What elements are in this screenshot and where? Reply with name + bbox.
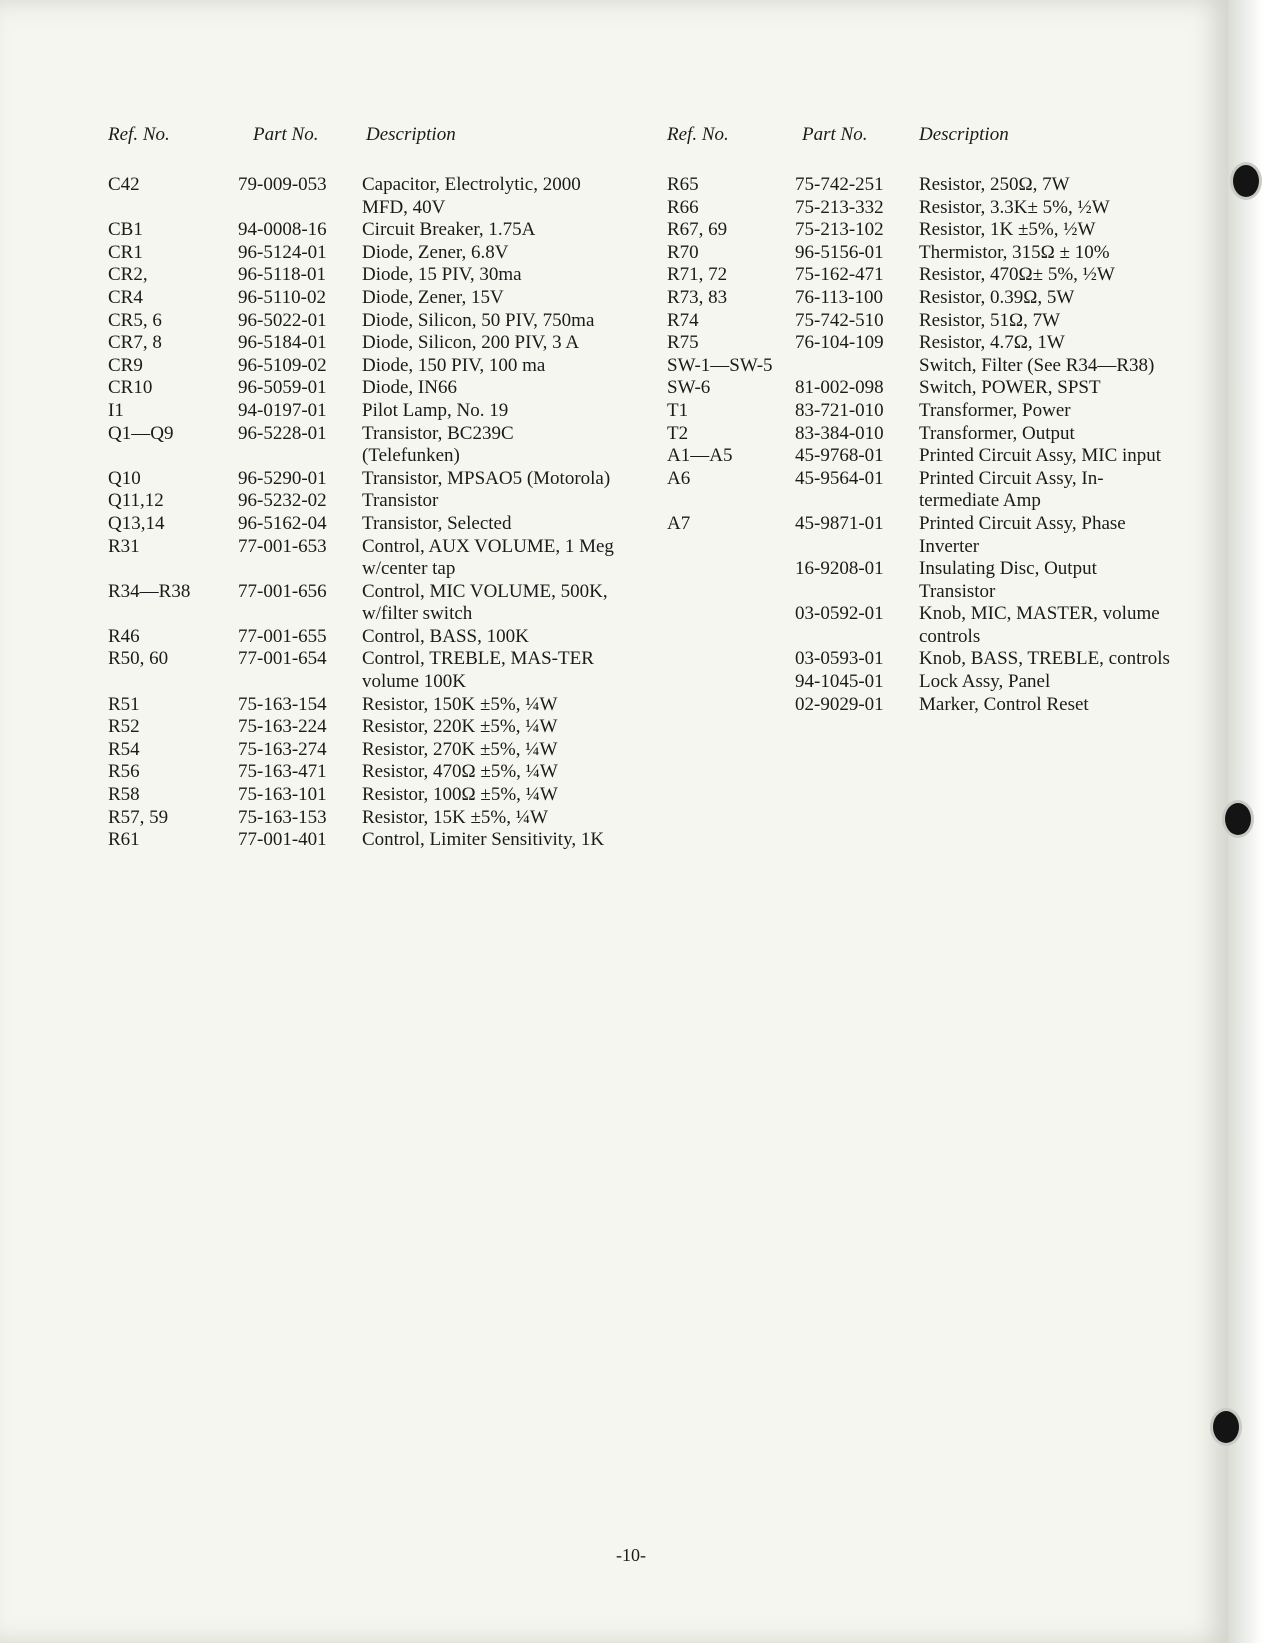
description-cell: Printed Circuit Assy, In-termediate Amp bbox=[919, 467, 1104, 512]
part-no-cell: 79-009-053 bbox=[238, 174, 327, 195]
table-row bbox=[108, 694, 616, 717]
description-cell: Resistor, 0.39Ω, 5W bbox=[919, 286, 1075, 308]
part-no-cell: 75-163-224 bbox=[238, 716, 327, 738]
ref-no-cell: CR7, 8 bbox=[108, 332, 162, 354]
ref-no-cell: R61 bbox=[108, 829, 140, 851]
table-row bbox=[667, 468, 1171, 513]
ref-no-header: Ref. No. bbox=[667, 124, 729, 145]
description-cell: Control, BASS, 100K bbox=[362, 625, 529, 647]
table-row bbox=[108, 739, 616, 762]
description-cell: Resistor, 51Ω, 7W bbox=[919, 309, 1061, 331]
part-no-cell: 94-0008-16 bbox=[238, 219, 327, 241]
description-cell: Transformer, Power bbox=[919, 399, 1071, 421]
table-row bbox=[108, 648, 616, 693]
description-cell: Resistor, 270K ±5%, ¼W bbox=[362, 738, 558, 760]
ref-no-cell: Q1—Q9 bbox=[108, 422, 174, 444]
description-cell: Resistor, 150K ±5%, ¼W bbox=[362, 693, 558, 715]
ref-no-cell: Q11,12 bbox=[108, 490, 164, 512]
table-row bbox=[667, 558, 1171, 603]
part-no-cell: 75-213-332 bbox=[795, 196, 884, 218]
part-no-cell: 76-113-100 bbox=[795, 286, 883, 308]
part-no-cell: 96-5059-01 bbox=[238, 377, 327, 399]
part-no-cell: 96-5118-01 bbox=[238, 264, 326, 286]
part-no-cell: 96-5228-01 bbox=[238, 422, 327, 444]
description-cell: Control, MIC VOLUME, 500K, w/filter switch bbox=[362, 580, 608, 625]
ref-no-cell: Q10 bbox=[108, 467, 141, 489]
description-cell: Printed Circuit Assy, MIC input bbox=[919, 445, 1162, 467]
table-row bbox=[667, 423, 1171, 446]
ref-no-cell: CR10 bbox=[108, 377, 153, 399]
description-header: Description bbox=[919, 124, 1009, 145]
table-row bbox=[108, 784, 616, 807]
part-no-cell: 75-742-251 bbox=[795, 174, 884, 195]
part-no-cell: 75-213-102 bbox=[795, 219, 884, 241]
description-cell: Diode, 150 PIV, 100 ma bbox=[362, 354, 546, 376]
part-no-cell: 77-001-401 bbox=[238, 829, 327, 851]
ref-no-cell: C42 bbox=[108, 174, 140, 195]
parts-list-right bbox=[667, 174, 1171, 716]
description-cell: Resistor, 15K ±5%, ¼W bbox=[362, 806, 548, 828]
ref-no-cell: R57, 59 bbox=[108, 806, 169, 828]
table-row bbox=[108, 581, 616, 626]
ref-no-cell: CR1 bbox=[108, 241, 143, 263]
table-row bbox=[108, 513, 616, 536]
part-no-cell: 76-104-109 bbox=[795, 332, 884, 354]
table-row bbox=[108, 716, 616, 739]
description-cell: Resistor, 470Ω± 5%, ½W bbox=[919, 264, 1115, 286]
ref-no-cell: A6 bbox=[667, 467, 691, 489]
description-cell: Diode, Zener, 15V bbox=[362, 286, 504, 308]
table-row bbox=[667, 310, 1171, 333]
part-no-cell: 96-5162-04 bbox=[238, 512, 327, 534]
table-row bbox=[108, 468, 616, 491]
part-no-cell: 75-742-510 bbox=[795, 309, 884, 331]
description-cell: Transistor, Selected bbox=[362, 512, 512, 534]
ref-no-cell: R70 bbox=[667, 241, 699, 263]
ref-no-cell: CR2, bbox=[108, 264, 148, 286]
ref-no-cell: R71, 72 bbox=[667, 264, 728, 286]
ref-no-cell: CR9 bbox=[108, 354, 143, 376]
table-row bbox=[108, 242, 616, 265]
ref-no-cell: R73, 83 bbox=[667, 286, 728, 308]
table-row bbox=[108, 626, 616, 649]
table-row bbox=[108, 310, 616, 333]
part-no-cell: 96-5156-01 bbox=[795, 241, 884, 263]
description-cell: Diode, Silicon, 200 PIV, 3 A bbox=[362, 332, 580, 354]
table-row bbox=[108, 423, 616, 468]
part-no-cell: 02-9029-01 bbox=[795, 693, 884, 715]
description-cell: Transistor bbox=[362, 490, 439, 512]
part-no-cell: 75-163-274 bbox=[238, 738, 327, 760]
description-cell: Resistor, 4.7Ω, 1W bbox=[919, 332, 1065, 354]
ref-no-cell: R66 bbox=[667, 196, 699, 218]
part-no-cell: 75-163-471 bbox=[238, 761, 327, 783]
part-no-cell: 83-384-010 bbox=[795, 422, 884, 444]
parts-table-right bbox=[667, 120, 1171, 716]
ref-no-cell: SW-6 bbox=[667, 377, 711, 399]
part-no-cell: 45-9564-01 bbox=[795, 467, 884, 489]
table-row bbox=[667, 400, 1171, 423]
part-no-cell: 03-0592-01 bbox=[795, 603, 884, 625]
description-cell: Printed Circuit Assy, Phase Inverter bbox=[919, 512, 1126, 557]
parts-list-left bbox=[108, 174, 616, 852]
ref-no-cell: SW-1—SW-5 bbox=[667, 354, 773, 376]
description-cell: Pilot Lamp, No. 19 bbox=[362, 399, 509, 421]
ref-no-cell: R65 bbox=[667, 174, 699, 195]
description-header: Description bbox=[366, 124, 456, 145]
table-row bbox=[108, 287, 616, 310]
table-row bbox=[667, 264, 1171, 287]
ref-no-cell: A1—A5 bbox=[667, 445, 733, 467]
table-row bbox=[667, 174, 1171, 197]
ref-no-cell: R58 bbox=[108, 784, 140, 806]
table-row bbox=[667, 197, 1171, 220]
part-no-cell: 45-9768-01 bbox=[795, 445, 884, 467]
ref-no-header: Ref. No. bbox=[108, 124, 170, 145]
table-header bbox=[667, 120, 1171, 174]
description-cell: Resistor, 100Ω ±5%, ¼W bbox=[362, 784, 558, 806]
ref-no-cell: Q13,14 bbox=[108, 512, 165, 534]
part-no-cell: 77-001-654 bbox=[238, 648, 327, 670]
description-cell: Knob, MIC, MASTER, volume controls bbox=[919, 603, 1160, 647]
part-no-cell: 96-5290-01 bbox=[238, 467, 327, 489]
table-row bbox=[108, 264, 616, 287]
part-no-cell: 75-163-101 bbox=[238, 784, 327, 806]
part-no-cell: 96-5022-01 bbox=[238, 309, 327, 331]
part-no-cell: 77-001-653 bbox=[238, 535, 327, 557]
table-row bbox=[667, 377, 1171, 400]
table-row bbox=[108, 829, 616, 852]
description-cell: Marker, Control Reset bbox=[919, 693, 1089, 715]
table-row bbox=[667, 445, 1171, 468]
ref-no-cell: R74 bbox=[667, 309, 699, 331]
description-cell: Circuit Breaker, 1.75A bbox=[362, 219, 536, 241]
ref-no-cell: R46 bbox=[108, 625, 140, 647]
table-row bbox=[667, 648, 1171, 671]
part-no-cell: 16-9208-01 bbox=[795, 558, 884, 580]
table-row bbox=[667, 242, 1171, 265]
ref-no-cell: CB1 bbox=[108, 219, 143, 241]
ref-no-cell: I1 bbox=[108, 399, 124, 421]
ref-no-cell: R56 bbox=[108, 761, 140, 783]
ref-no-cell: R67, 69 bbox=[667, 219, 728, 241]
ref-no-cell: R54 bbox=[108, 738, 140, 760]
part-no-cell: 83-721-010 bbox=[795, 399, 884, 421]
ref-no-cell: R50, 60 bbox=[108, 648, 169, 670]
table-header bbox=[108, 120, 616, 174]
part-no-header: Part No. bbox=[253, 124, 319, 145]
table-row bbox=[667, 513, 1171, 558]
table-row bbox=[108, 332, 616, 355]
ref-no-cell: T2 bbox=[667, 422, 689, 444]
description-cell: Transistor, MPSAO5 (Motorola) bbox=[362, 467, 611, 489]
description-cell: Resistor, 3.3K± 5%, ½W bbox=[919, 196, 1110, 218]
binder-hole bbox=[1210, 1408, 1242, 1446]
part-no-cell: 75-163-153 bbox=[238, 806, 327, 828]
table-row bbox=[108, 219, 616, 242]
description-cell: Insulating Disc, Output Transistor bbox=[919, 558, 1097, 602]
table-row bbox=[108, 174, 616, 219]
part-no-cell: 96-5110-02 bbox=[238, 286, 326, 308]
description-cell: Resistor, 220K ±5%, ¼W bbox=[362, 716, 558, 738]
part-no-cell: 03-0593-01 bbox=[795, 648, 884, 670]
table-row bbox=[108, 536, 616, 581]
ref-no-cell: R75 bbox=[667, 332, 699, 354]
part-no-cell: 75-162-471 bbox=[795, 264, 884, 286]
description-cell: Resistor, 250Ω, 7W bbox=[919, 174, 1070, 195]
part-no-cell: 96-5109-02 bbox=[238, 354, 327, 376]
part-no-cell: 96-5124-01 bbox=[238, 241, 327, 263]
part-no-cell: 77-001-656 bbox=[238, 580, 327, 602]
ref-no-cell: R52 bbox=[108, 716, 140, 738]
description-cell: Control, AUX VOLUME, 1 Meg w/center tap bbox=[362, 535, 614, 580]
part-no-header: Part No. bbox=[802, 124, 868, 145]
description-cell: Switch, POWER, SPST bbox=[919, 377, 1101, 399]
ref-no-cell: CR4 bbox=[108, 286, 143, 308]
table-row bbox=[108, 355, 616, 378]
ref-no-cell: A7 bbox=[667, 512, 691, 534]
description-cell: Thermistor, 315Ω ± 10% bbox=[919, 241, 1110, 263]
description-cell: Diode, Zener, 6.8V bbox=[362, 241, 509, 263]
table-row bbox=[667, 287, 1171, 310]
description-cell: Control, TREBLE, MAS-TER volume 100K bbox=[362, 648, 594, 693]
ref-no-cell: R31 bbox=[108, 535, 140, 557]
parts-table-left bbox=[108, 120, 616, 852]
table-row bbox=[667, 355, 1171, 378]
table-row bbox=[667, 671, 1171, 694]
description-cell: Diode, 15 PIV, 30ma bbox=[362, 264, 522, 286]
ref-no-cell: CR5, 6 bbox=[108, 309, 162, 331]
part-no-cell: 75-163-154 bbox=[238, 693, 327, 715]
description-cell: Lock Assy, Panel bbox=[919, 671, 1051, 693]
description-cell: Diode, IN66 bbox=[362, 377, 457, 399]
description-cell: Resistor, 1K ±5%, ½W bbox=[919, 219, 1096, 241]
table-row bbox=[108, 490, 616, 513]
description-cell: Transformer, Output bbox=[919, 422, 1075, 444]
part-no-cell: 96-5232-02 bbox=[238, 490, 327, 512]
table-row bbox=[108, 807, 616, 830]
table-row bbox=[667, 332, 1171, 355]
part-no-cell: 45-9871-01 bbox=[795, 512, 884, 534]
part-no-cell: 94-0197-01 bbox=[238, 399, 327, 421]
part-no-cell: 94-1045-01 bbox=[795, 671, 884, 693]
description-cell: Diode, Silicon, 50 PIV, 750ma bbox=[362, 309, 595, 331]
binder-hole bbox=[1222, 800, 1254, 838]
description-cell: Resistor, 470Ω ±5%, ¼W bbox=[362, 761, 558, 783]
ref-no-cell: T1 bbox=[667, 399, 689, 421]
ref-no-cell: R34—R38 bbox=[108, 580, 191, 602]
table-row bbox=[108, 400, 616, 423]
description-cell: Switch, Filter (See R34—R38) bbox=[919, 354, 1155, 376]
table-row bbox=[667, 219, 1171, 242]
description-cell: Capacitor, Electrolytic, 2000 MFD, 40V bbox=[362, 174, 581, 218]
table-row bbox=[108, 761, 616, 784]
table-row bbox=[667, 694, 1171, 717]
description-cell: Transistor, BC239C (Telefunken) bbox=[362, 422, 514, 467]
part-no-cell: 96-5184-01 bbox=[238, 332, 327, 354]
ref-no-cell: R51 bbox=[108, 693, 140, 715]
binder-hole bbox=[1230, 162, 1262, 200]
table-row bbox=[667, 603, 1171, 648]
description-cell: Control, Limiter Sensitivity, 1K bbox=[362, 829, 605, 851]
description-cell: Knob, BASS, TREBLE, controls bbox=[919, 648, 1170, 670]
page-number: -10- bbox=[616, 1545, 646, 1565]
part-no-cell: 77-001-655 bbox=[238, 625, 327, 647]
table-row bbox=[108, 377, 616, 400]
part-no-cell: 81-002-098 bbox=[795, 377, 884, 399]
